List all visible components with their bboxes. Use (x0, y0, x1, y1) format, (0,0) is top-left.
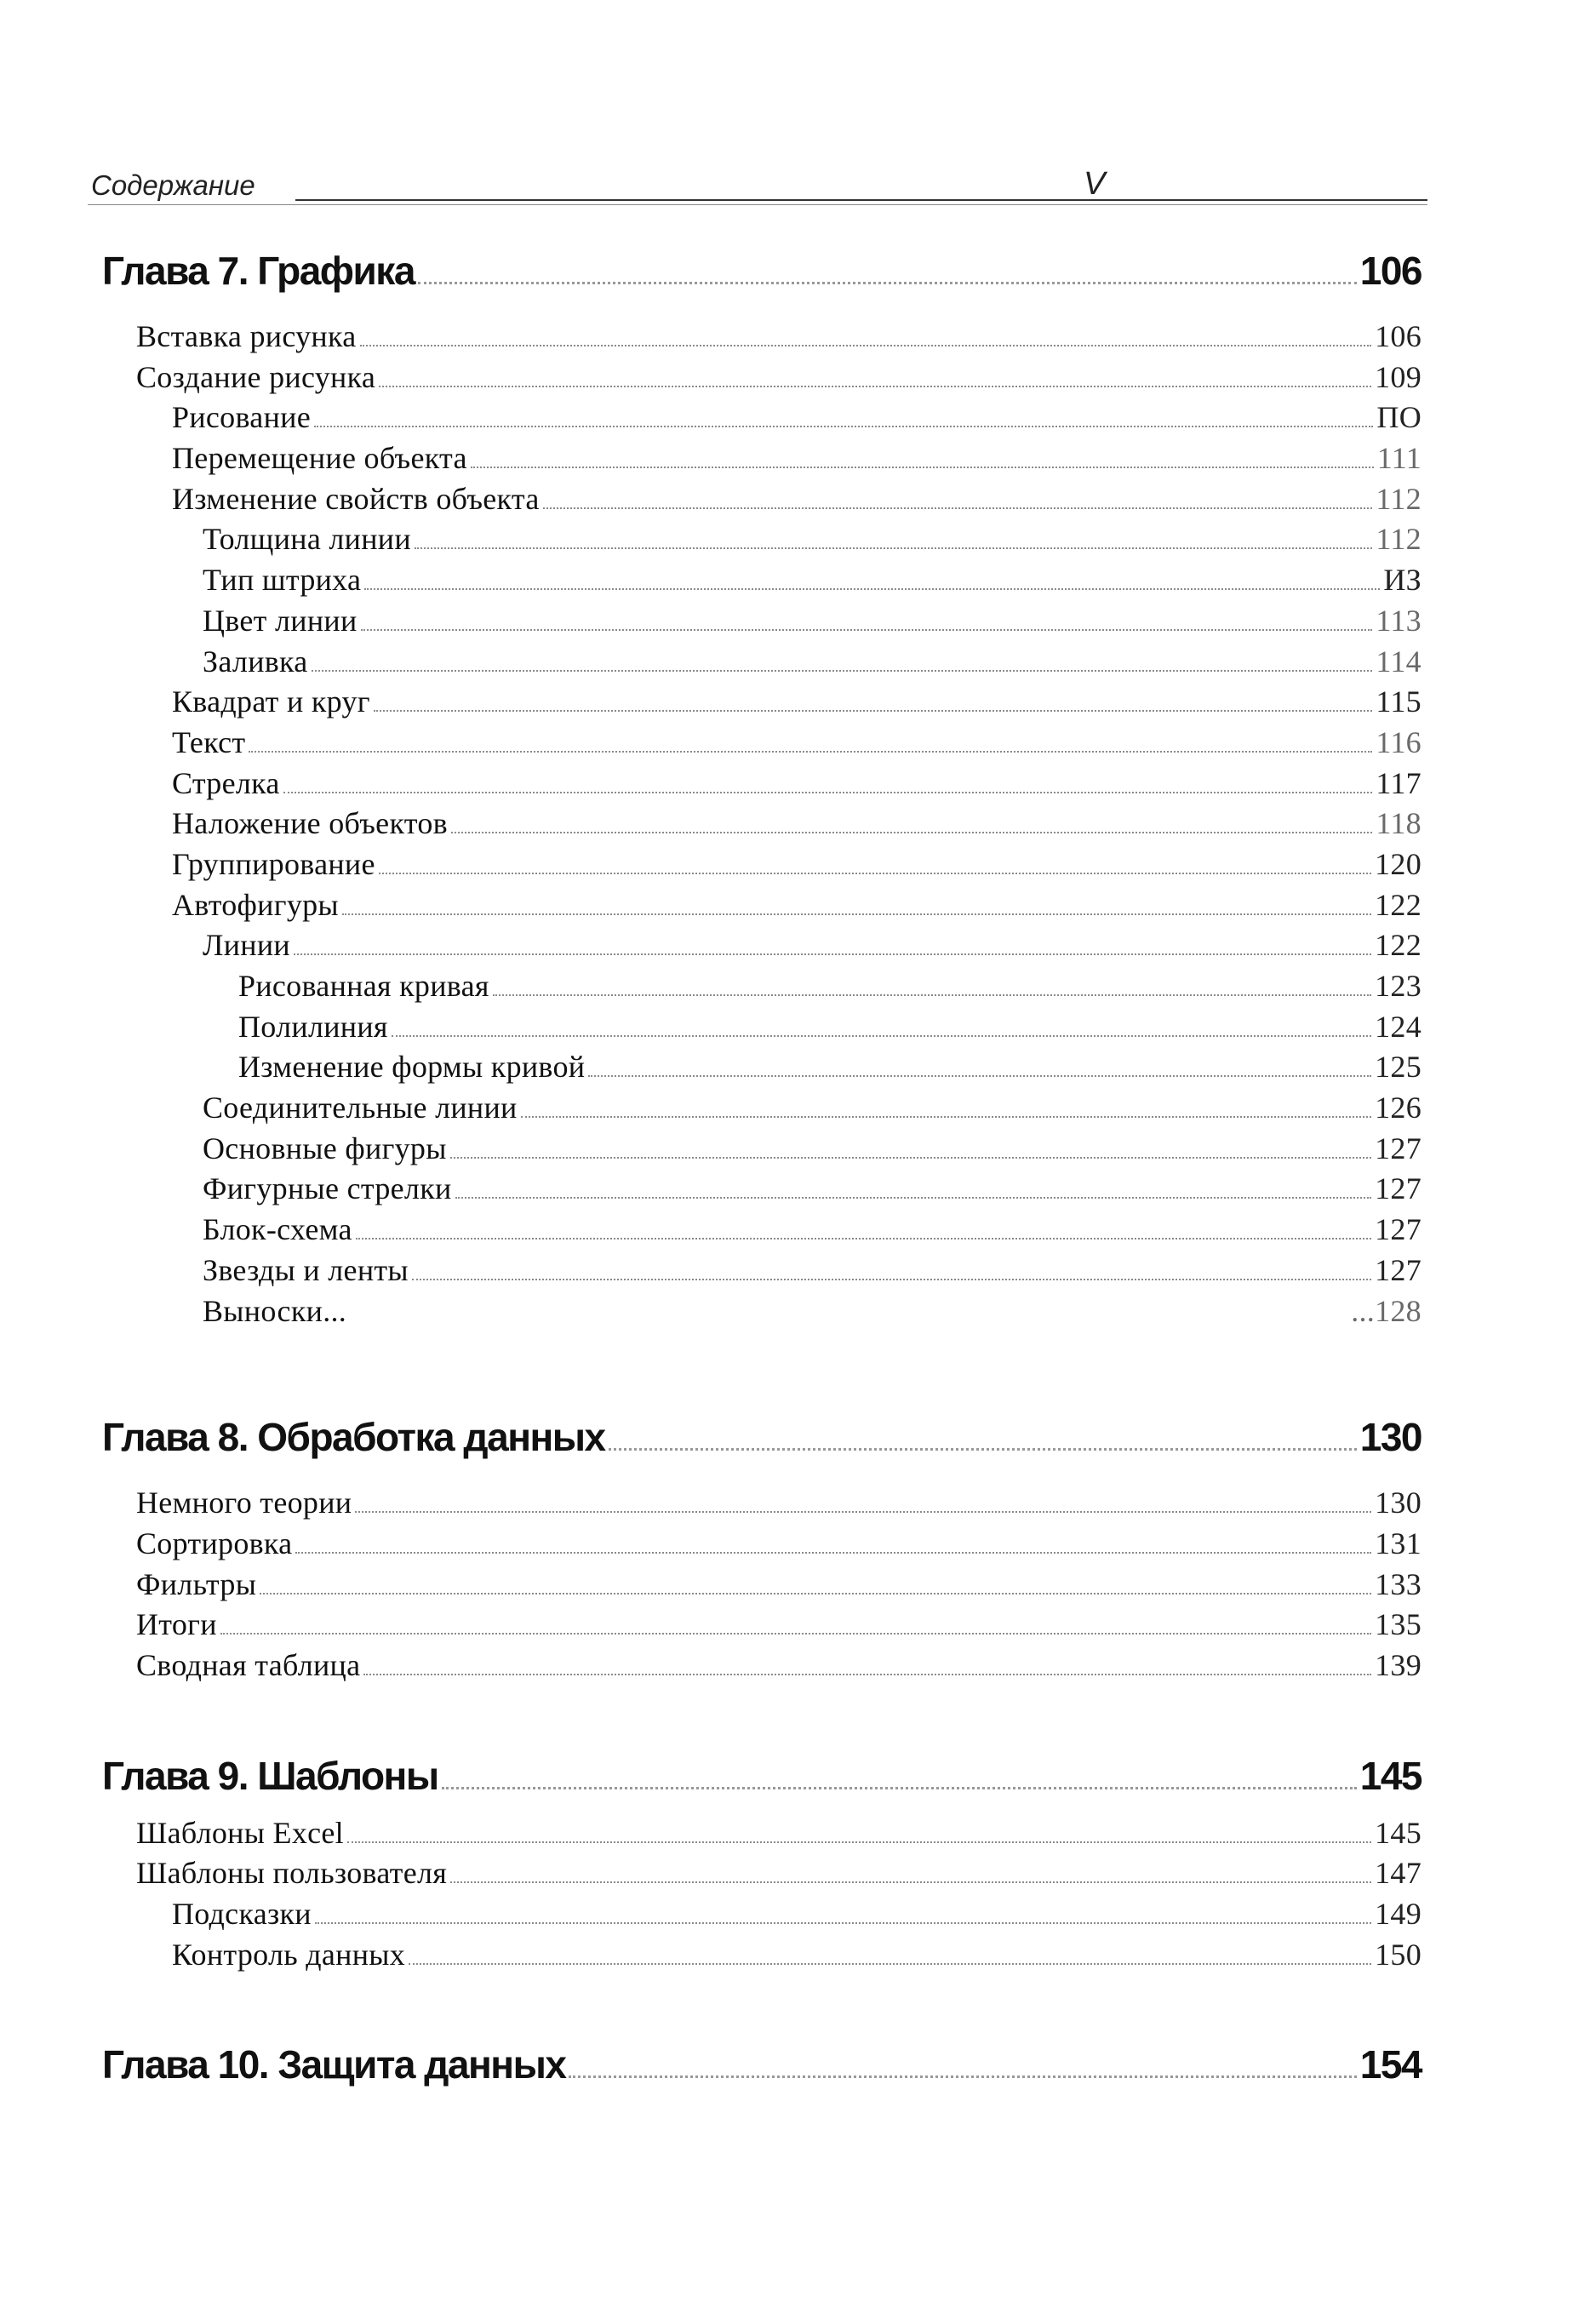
entry-label: Наложение объектов (172, 806, 448, 841)
entry-page: 113 (1376, 603, 1422, 638)
dot-leader (412, 1279, 1371, 1280)
entry-page: 125 (1375, 1050, 1422, 1085)
dot-leader (374, 710, 1373, 712)
entry-page: 149 (1375, 1897, 1422, 1931)
toc-entry (102, 1210, 1422, 1251)
entry-page: 123 (1375, 969, 1422, 1003)
toc-entry (102, 560, 1422, 601)
toc-entry (102, 1646, 1422, 1686)
chapter-heading (102, 1411, 1422, 1463)
chapter-title: Глава 9. Шаблоны (102, 1753, 438, 1798)
entry-page: 124 (1375, 1009, 1422, 1044)
dot-leader (409, 1963, 1371, 1965)
toc-entry (102, 358, 1422, 398)
header-rule (295, 199, 1427, 201)
entry-label: Полилиния (238, 1009, 388, 1044)
entry-label: Блок-схема (203, 1212, 352, 1247)
entry-label: Линии (203, 928, 290, 963)
entry-page: 135 (1375, 1607, 1422, 1642)
dot-leader (360, 345, 1372, 346)
entry-page: 127 (1375, 1171, 1422, 1206)
entry-page: ПО (1376, 400, 1422, 435)
toc-entry (102, 1853, 1422, 1894)
entry-page: 130 (1375, 1486, 1422, 1520)
dot-leader (392, 1035, 1371, 1037)
dot-leader (450, 1157, 1371, 1159)
entry-label: Толщина линии (203, 522, 411, 557)
entry-label: Цвет линии (203, 603, 358, 638)
dot-leader (588, 1075, 1371, 1077)
entry-page: 126 (1375, 1091, 1422, 1125)
entry-label: Немного теории (136, 1486, 352, 1520)
dot-leader (364, 588, 1380, 590)
entry-label: Группирование (172, 846, 375, 881)
toc-entry (102, 1605, 1422, 1646)
chapter-heading (102, 1750, 1422, 1801)
toc-entry (102, 804, 1422, 844)
dot-leader (347, 1841, 1371, 1843)
chapter-page: 106 (1359, 249, 1422, 293)
entry-label: Текст (172, 724, 246, 759)
toc-entry (102, 519, 1422, 560)
dot-leader (220, 1633, 1371, 1635)
dot-leader (543, 507, 1373, 509)
entry-label: Выноски... (203, 1293, 347, 1328)
toc-entry (102, 317, 1422, 358)
chapter-page: 145 (1359, 1753, 1422, 1798)
toc-entry (102, 438, 1422, 479)
toc-entry (102, 1169, 1422, 1210)
dot-leader (295, 1552, 1371, 1554)
dot-leader (355, 1511, 1371, 1513)
header-rule-thin (88, 204, 1427, 205)
dot-leader (260, 1593, 1371, 1594)
entry-page: 150 (1375, 1937, 1422, 1972)
entry-page: 127 (1375, 1131, 1422, 1165)
entry-label: Стрелка (172, 765, 280, 800)
toc-entry (102, 1047, 1422, 1088)
dot-leader (471, 467, 1374, 468)
dot-leader (356, 1238, 1371, 1240)
toc-entry (102, 1813, 1422, 1854)
entry-label: Создание рисунка (136, 359, 376, 394)
chapter-title: Глава 8. Обработка данных (102, 1415, 605, 1460)
entry-label: Основные фигуры (203, 1131, 447, 1165)
dot-leader (312, 670, 1373, 672)
dot-leader (569, 2075, 1356, 2078)
entry-label: Изменение формы кривой (238, 1050, 586, 1085)
entry-label: Контроль данных (172, 1937, 406, 1972)
dot-leader (249, 751, 1372, 753)
toc-entry (102, 925, 1422, 966)
entry-label: Шаблоны пользователя (136, 1856, 448, 1891)
entry-page: ИЗ (1383, 563, 1422, 598)
entry-page: 145 (1375, 1815, 1422, 1850)
entry-page: 147 (1375, 1856, 1422, 1891)
dot-leader (521, 1116, 1371, 1118)
toc-entry (102, 682, 1422, 723)
dot-leader (415, 547, 1372, 549)
entry-page: 111 (1376, 441, 1422, 476)
entry-page: 114 (1376, 644, 1422, 678)
entry-page: 120 (1375, 846, 1422, 881)
entry-label: Изменение свойств объекта (172, 481, 540, 516)
chapter-title: Глава 10. Защита данных (102, 2042, 566, 2087)
dot-leader (442, 1787, 1357, 1789)
entry-page: 116 (1376, 724, 1422, 759)
entry-label: Рисование (172, 400, 311, 435)
toc-entry (102, 966, 1422, 1007)
entry-page: 115 (1376, 684, 1422, 719)
entry-label: Звезды и ленты (203, 1252, 409, 1287)
toc-entry (102, 1129, 1422, 1170)
toc-entry (102, 1894, 1422, 1935)
dot-leader (315, 1922, 1371, 1924)
entry-label: Шаблоны Excel (136, 1815, 344, 1850)
toc-entry (102, 1483, 1422, 1524)
toc-entry (102, 1935, 1422, 1976)
toc-entry (102, 723, 1422, 764)
toc-entry (102, 642, 1422, 683)
entry-page: 122 (1375, 928, 1422, 963)
dot-leader (450, 1881, 1371, 1883)
entry-label: Фигурные стрелки (203, 1171, 452, 1206)
entry-page: 112 (1376, 522, 1422, 557)
entry-page: 117 (1376, 765, 1422, 800)
entry-page: 122 (1375, 887, 1422, 922)
entry-page: 127 (1375, 1252, 1422, 1287)
entry-label: Подсказки (172, 1897, 312, 1931)
chapter-heading (102, 245, 1422, 296)
dot-leader (493, 994, 1371, 996)
toc-entry (102, 479, 1422, 520)
toc-entry (102, 1251, 1422, 1291)
dot-leader (342, 913, 1371, 915)
entry-label: Квадрат и круг (172, 684, 370, 719)
entry-label: Итоги (136, 1607, 217, 1642)
entry-page: 131 (1375, 1526, 1422, 1560)
toc-entry (102, 1088, 1422, 1129)
dot-leader (294, 953, 1371, 955)
toc-entry (102, 1291, 1422, 1332)
entry-label: Рисованная кривая (238, 969, 489, 1003)
entry-label: Соединительные линии (203, 1091, 518, 1125)
dot-leader (363, 1674, 1371, 1675)
toc-entry (102, 885, 1422, 926)
entry-label: Фильтры (136, 1566, 257, 1601)
entry-page: 118 (1376, 806, 1422, 841)
toc-entry (102, 398, 1422, 438)
dot-leader (609, 1448, 1357, 1451)
toc-entry (102, 1565, 1422, 1606)
entry-label: Сводная таблица (136, 1647, 361, 1682)
dot-leader (418, 282, 1357, 284)
chapter-title: Глава 7. Графика (102, 249, 415, 293)
table-of-contents (102, 245, 1422, 2090)
header-title: Содержание (91, 169, 255, 201)
entry-page: 109 (1375, 359, 1422, 394)
chapter-page: 154 (1359, 2042, 1422, 2087)
entry-page: 112 (1376, 481, 1422, 516)
dot-leader (451, 832, 1372, 833)
entry-label: Сортировка (136, 1526, 293, 1560)
entry-label: Вставка рисунка (136, 319, 357, 353)
entry-label: Автофигуры (172, 887, 339, 922)
entry-page: 139 (1375, 1647, 1422, 1682)
entry-page: 127 (1375, 1212, 1422, 1247)
toc-entry (102, 764, 1422, 804)
dot-leader (314, 426, 1373, 427)
toc-entry (102, 601, 1422, 642)
entry-label: Перемещение объекта (172, 441, 467, 476)
chapter-heading (102, 2039, 1422, 2090)
toc-entry (102, 844, 1422, 885)
dot-leader (455, 1197, 1372, 1199)
dot-leader (379, 386, 1371, 387)
toc-entry (102, 1524, 1422, 1565)
dot-leader (283, 792, 1373, 793)
entry-label: Заливка (203, 644, 308, 678)
entry-page: ...128 (1351, 1293, 1422, 1328)
dot-leader (379, 873, 1371, 874)
entry-label: Тип штриха (203, 563, 362, 598)
header-page-number: V (1084, 166, 1106, 202)
running-header (91, 166, 1427, 206)
toc-entry (102, 1007, 1422, 1048)
entry-page: 106 (1375, 319, 1422, 353)
dot-leader (361, 629, 1373, 631)
chapter-page: 130 (1359, 1415, 1422, 1460)
entry-page: 133 (1375, 1566, 1422, 1601)
